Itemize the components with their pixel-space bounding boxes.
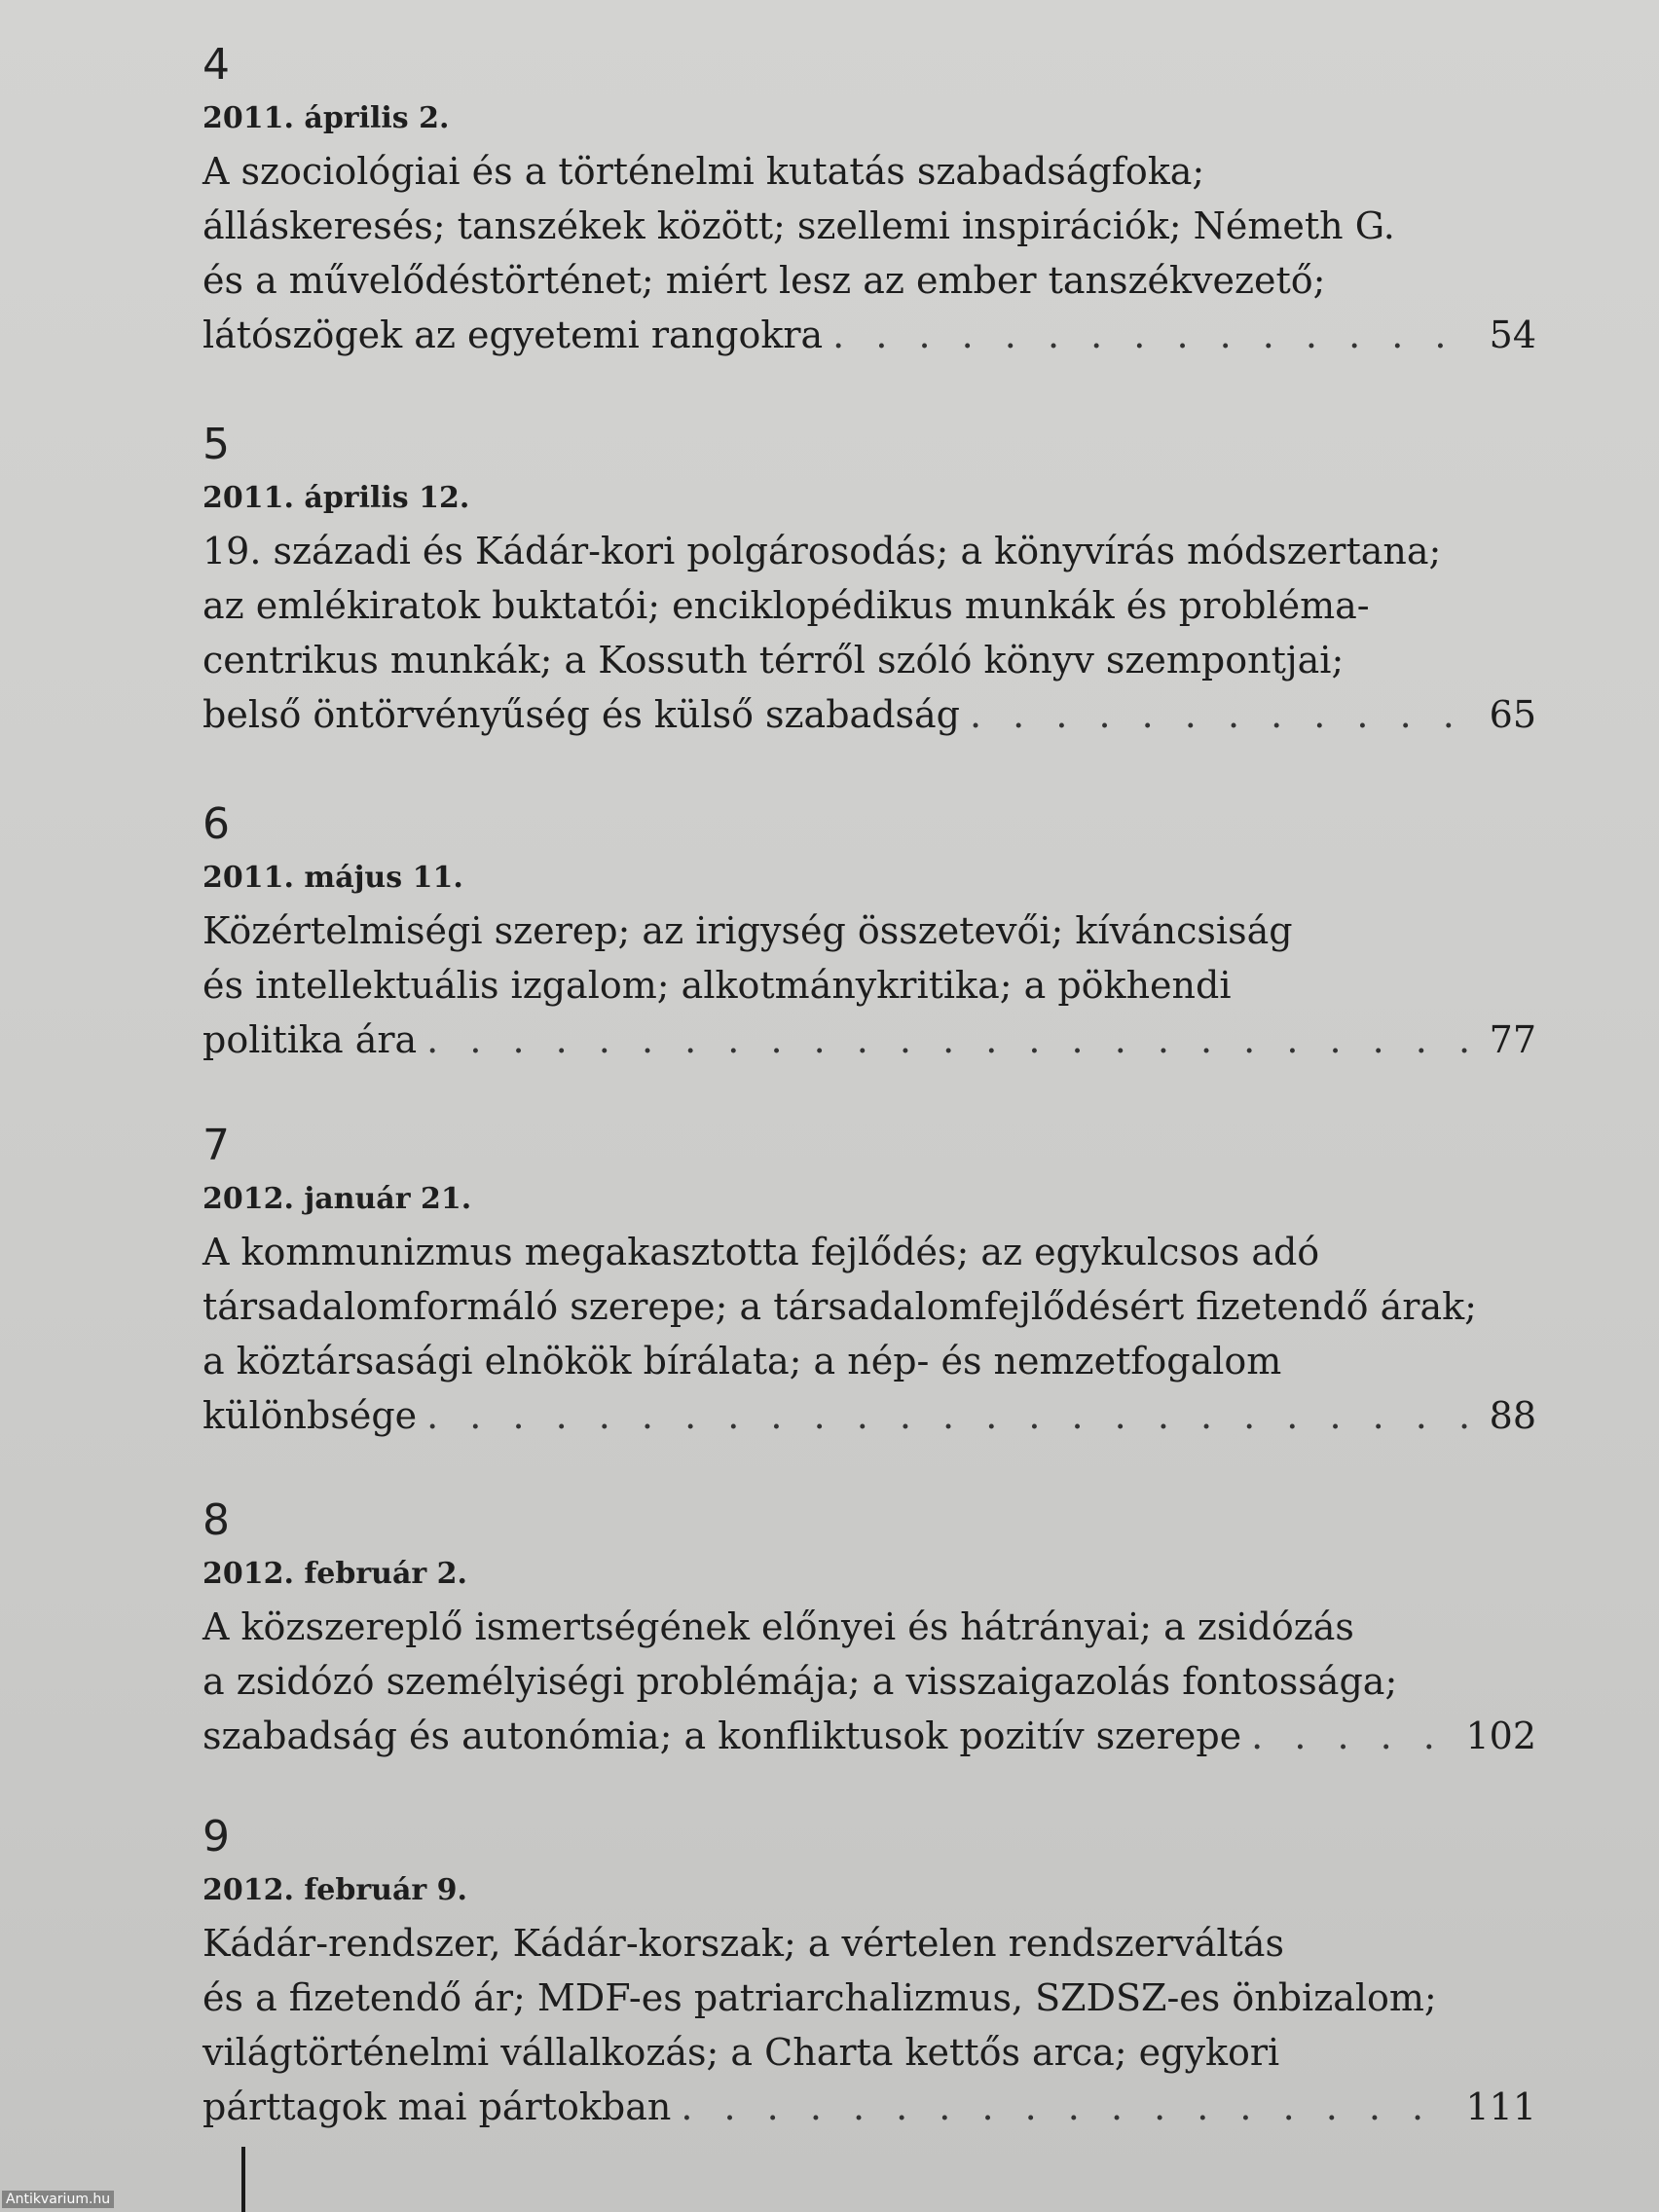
page-number: 65 <box>1489 693 1536 736</box>
entry-text-line: különbsége <box>203 1394 418 1437</box>
entry-last-line <box>203 1709 1536 1763</box>
entry-text-line: szabadság és autonómia; a konfliktusok pozitív szerepe <box>203 1714 1242 1757</box>
entry-text-line: és intellektuális izgalom; alkotmánykritika; a pökhendi <box>203 964 1232 1007</box>
entry-date: 2011. április 2. <box>203 101 450 135</box>
entry-date: 2011. május 11. <box>203 861 463 895</box>
chapter-number: 6 <box>203 799 230 849</box>
entry-text-line: a zsidózó személyiségi problémája; a visszaigazolás fontossága; <box>203 1660 1398 1703</box>
chapter-number: 9 <box>203 1812 230 1862</box>
page-number: 54 <box>1489 313 1536 356</box>
entry-text-line: és a fizetendő ár; MDF-es patriarchalizmus, SZDSZ-es önbizalom; <box>203 1976 1437 2019</box>
dot-leader <box>681 2080 1452 2134</box>
entry-last-line <box>203 687 1536 742</box>
entry-text-line: társadalomformáló szerepe; a társadalomfejlődésért fizetendő árak; <box>203 1285 1477 1328</box>
page-number: 111 <box>1465 2085 1536 2128</box>
chapter-number: 5 <box>203 420 230 469</box>
page-number: 102 <box>1465 1714 1536 1757</box>
dot-leader <box>426 1013 1475 1067</box>
table-of-contents-page <box>203 39 1536 2181</box>
entry-text-line: belső öntörvényűség és külső szabadság <box>203 693 960 736</box>
page-number: 77 <box>1489 1018 1536 1061</box>
entry-last-line <box>203 1013 1536 1067</box>
page-edge-mark <box>241 2147 245 2212</box>
toc-entry-4 <box>203 39 1536 362</box>
toc-entry-6 <box>203 798 1536 1067</box>
entry-text-line: 19. századi és Kádár-kori polgárosodás; a könyvírás módszertana; <box>203 530 1442 572</box>
entry-text-line: Közértelmiségi szerep; az irigység összetevői; kíváncsiság <box>203 909 1293 952</box>
entry-last-line <box>203 308 1536 362</box>
chapter-number: 4 <box>203 40 230 90</box>
entry-date: 2012. január 21. <box>203 1182 472 1216</box>
entry-text-line: a köztársasági elnökök bírálata; a nép- és nemzetfogalom <box>203 1340 1282 1382</box>
chapter-number: 7 <box>203 1121 230 1170</box>
entry-last-line <box>203 2080 1536 2134</box>
entry-text-line: az emlékiratok buktatói; enciklopédikus munkák és probléma- <box>203 584 1370 627</box>
entry-text-line: politika ára <box>203 1018 418 1061</box>
dot-leader <box>832 308 1475 362</box>
entry-text-line: álláskeresés; tanszékek között; szellemi inspirációk; Németh G. <box>203 204 1395 247</box>
entry-text-line: A kommunizmus megakasztotta fejlődés; az egykulcsos adó <box>203 1231 1320 1273</box>
toc-entry-7 <box>203 1120 1536 1443</box>
entry-text-line: centrikus munkák; a Kossuth térről szóló könyv szempontjai; <box>203 639 1345 682</box>
entry-text-line: A szociológiai és a történelmi kutatás szabadságfoka; <box>203 150 1205 193</box>
entry-text-line: A közszereplő ismertségének előnyei és hátrányai; a zsidózás <box>203 1605 1354 1648</box>
entry-text-line: párttagok mai pártokban <box>203 2085 672 2128</box>
dot-leader <box>426 1388 1476 1443</box>
page-number: 88 <box>1489 1394 1536 1437</box>
entry-text-line: világtörténelmi vállalkozás; a Charta kettős arca; egykori <box>203 2031 1280 2074</box>
toc-entry-9 <box>203 1811 1536 2134</box>
chapter-number: 8 <box>203 1495 230 1545</box>
toc-entry-5 <box>203 419 1536 742</box>
watermark: Antikvarium.hu <box>2 2191 114 2208</box>
entry-date: 2011. április 12. <box>203 481 470 515</box>
toc-entry-8 <box>203 1494 1536 1763</box>
dot-leader <box>1251 1709 1452 1763</box>
entry-text-line: látószögek az egyetemi rangokra <box>203 313 824 356</box>
entry-last-line <box>203 1388 1536 1443</box>
dot-leader <box>970 687 1476 742</box>
entry-date: 2012. február 2. <box>203 1557 467 1591</box>
entry-text-line: Kádár-rendszer, Kádár-korszak; a vértelen rendszerváltás <box>203 1922 1284 1965</box>
entry-date: 2012. február 9. <box>203 1873 467 1907</box>
entry-text-line: és a művelődéstörténet; miért lesz az ember tanszékvezető; <box>203 259 1326 302</box>
